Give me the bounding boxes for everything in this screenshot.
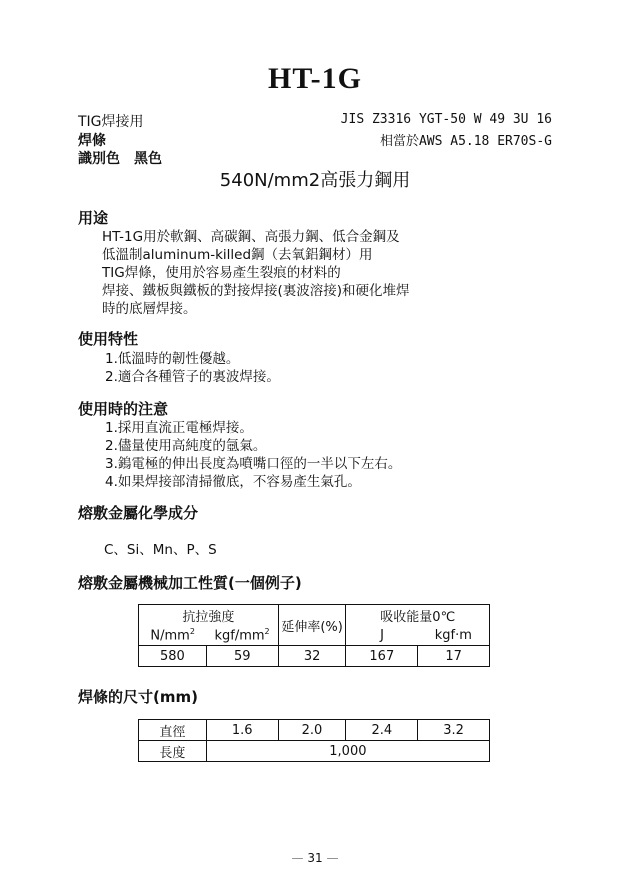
elongation-header: 延伸率(%) bbox=[278, 605, 346, 646]
caution-item: 4.如果焊接部清掃徹底，不容易產生氣孔。 bbox=[105, 474, 361, 490]
chemistry-elements: C、Si、Mn、P、S bbox=[104, 542, 217, 558]
usage-line: HT-1G用於軟鋼、高碳鋼、高張力鋼、低合金鋼及 bbox=[102, 229, 400, 245]
page-title: HT-1G bbox=[268, 62, 362, 95]
page-number-text: 31 bbox=[307, 851, 323, 865]
diameter-value: 2.4 bbox=[346, 720, 418, 741]
diameter-value: 1.6 bbox=[206, 720, 278, 741]
diameter-value: 3.2 bbox=[418, 720, 490, 741]
value-kgfm: 17 bbox=[418, 646, 490, 667]
value-j: 167 bbox=[346, 646, 418, 667]
usage-line: 焊接、鐵板與鐵板的對接焊接(裏波溶接)和硬化堆焊 bbox=[102, 283, 410, 299]
header-left-3: 識別色 黑色 bbox=[78, 151, 162, 167]
table-row bbox=[139, 741, 490, 762]
dash-right-icon: — bbox=[326, 851, 339, 865]
absorbed-energy-header: 吸收能量0℃ bbox=[346, 605, 490, 626]
usage-line: 低溫制aluminum-killed鋼（去氧鋁鋼材）用 bbox=[102, 247, 373, 263]
mechanical-properties-table bbox=[138, 604, 490, 667]
page-number bbox=[0, 851, 630, 865]
table-row bbox=[139, 646, 490, 667]
unit-j: J bbox=[346, 625, 418, 646]
value-nmm2: 580 bbox=[139, 646, 207, 667]
header-left-1: TIG焊接用 bbox=[78, 114, 144, 130]
usage-line: TIG焊條，使用於容易產生裂痕的材料的 bbox=[102, 265, 341, 281]
length-value: 1,000 bbox=[206, 741, 489, 762]
usage-heading: 用途 bbox=[78, 209, 109, 227]
length-label: 長度 bbox=[139, 741, 207, 762]
subtitle: 540N/mm2高張力鋼用 bbox=[219, 170, 411, 191]
chemistry-heading: 熔敷金屬化學成分 bbox=[78, 504, 199, 522]
caution-item: 3.鎢電極的伸出長度為噴嘴口徑的一半以下左右。 bbox=[105, 456, 402, 472]
sizes-heading: 焊條的尺寸(mm) bbox=[78, 688, 198, 706]
features-heading: 使用特性 bbox=[78, 330, 139, 348]
header-right-2: 相當於AWS A5.18 ER70S-G bbox=[379, 134, 552, 149]
feature-item: 1.低溫時的韌性優越。 bbox=[105, 351, 240, 367]
mechanical-heading: 熔敷金屬機械加工性質(一個例子) bbox=[78, 574, 302, 592]
unit-kgfm: kgf·m bbox=[418, 625, 490, 646]
dash-left-icon: — bbox=[291, 851, 304, 865]
usage-line: 時的底層焊接。 bbox=[102, 301, 197, 317]
value-kgfmm2: 59 bbox=[206, 646, 278, 667]
caution-item: 1.採用直流正電極焊接。 bbox=[105, 420, 253, 436]
feature-item: 2.適合各種管子的裏波焊接。 bbox=[105, 369, 280, 385]
diameter-label: 直徑 bbox=[139, 720, 207, 741]
header-right-1: JIS Z3316 YGT-50 W 49 3U 16 bbox=[340, 112, 552, 127]
diameter-value: 2.0 bbox=[278, 720, 346, 741]
unit-nmm2: $N/mm^2$ bbox=[139, 625, 207, 646]
rod-size-table bbox=[138, 719, 490, 762]
unit-kgfmm2: kgf/$mm^2$ bbox=[206, 625, 278, 646]
caution-item: 2.儘量使用高純度的氬氣。 bbox=[105, 438, 267, 454]
tensile-strength-header: 抗拉強度 bbox=[139, 605, 279, 626]
value-elongation: 32 bbox=[278, 646, 346, 667]
header-left-2: 焊條 bbox=[78, 133, 106, 149]
table-row bbox=[139, 720, 490, 741]
cautions-heading: 使用時的注意 bbox=[78, 400, 169, 418]
